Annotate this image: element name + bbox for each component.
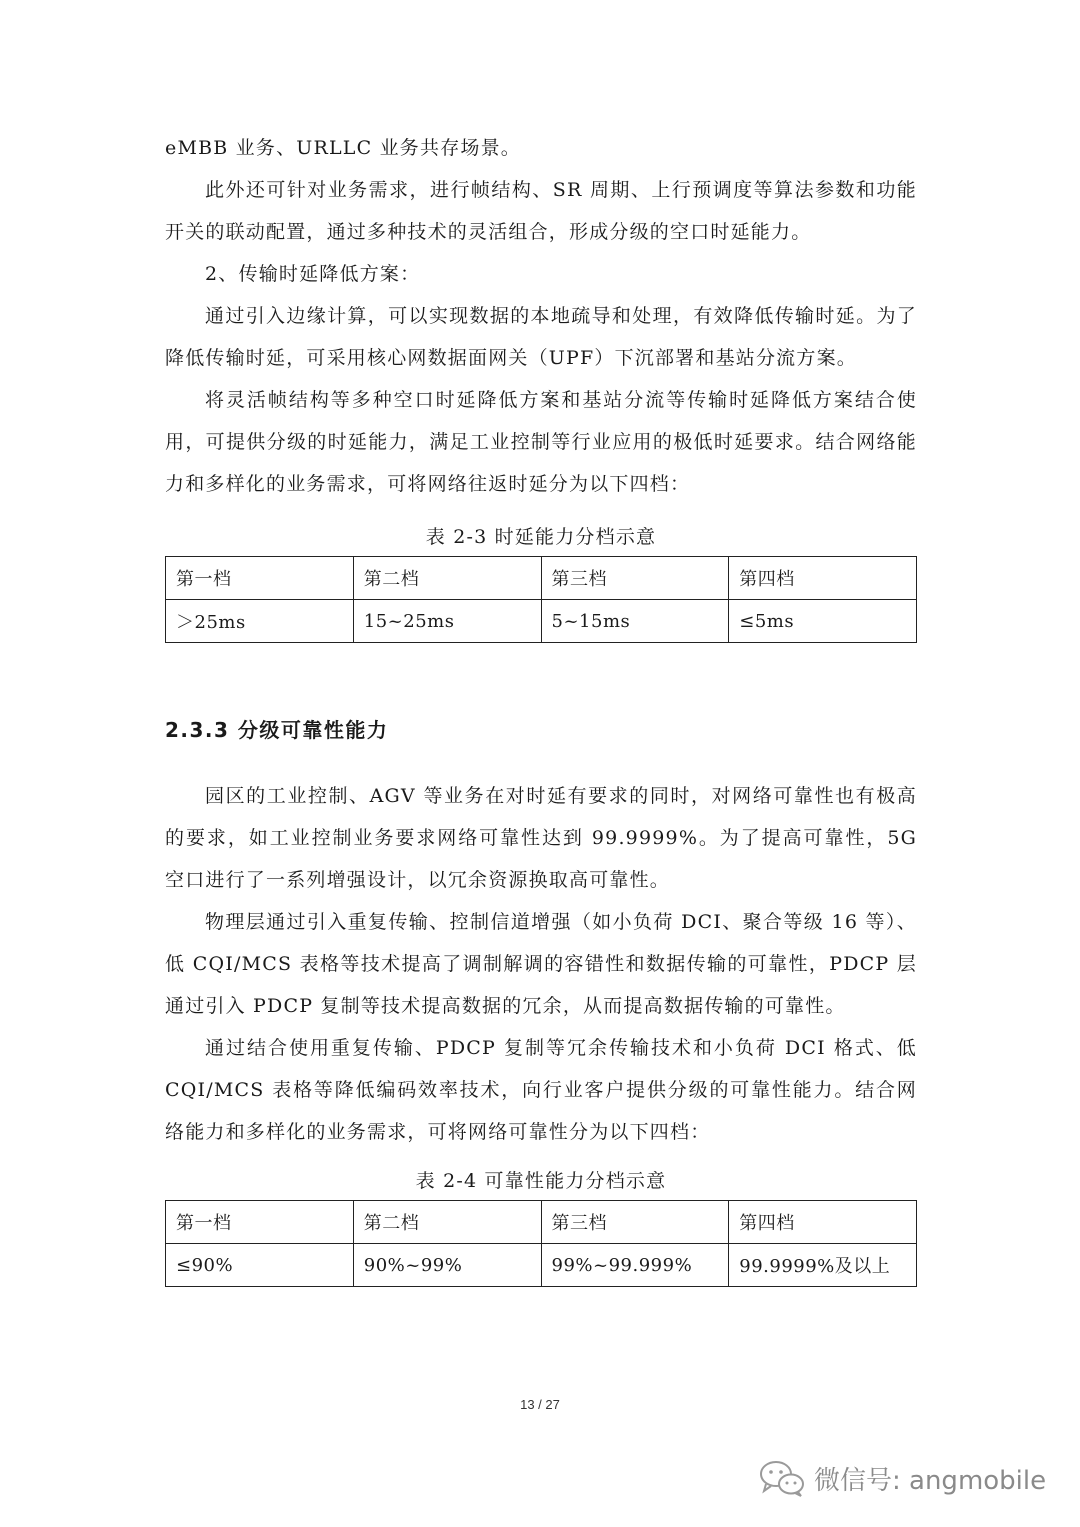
top-text-block [165, 127, 917, 505]
wechat-icon [758, 1458, 806, 1498]
paragraph: 通过引入边缘计算，可以实现数据的本地疏导和处理，有效降低传输时延。为了降低传输时延，可采用核心网数据面网关（UPF）下沉部署和基站分流方案。 [165, 305, 917, 369]
latency-tier-table [165, 556, 917, 643]
paragraph: 园区的工业控制、AGV 等业务在对时延有要求的同时，对网络可靠性也有极高的要求，如工业控制业务要求网络可靠性达到 99.9999%。为了提高可靠性，5G 空口进行了一系列增强设计，以冗余资源换取高可靠性。 [165, 785, 917, 891]
table-cell: ＞25ms [166, 600, 354, 643]
table-row [166, 600, 917, 643]
paragraph: 通过结合使用重复传输、PDCP 复制等冗余传输技术和小负荷 DCI 格式、低 CQI/MCS 表格等降低编码效率技术，向行业客户提供分级的可靠性能力。结合网络能力和多样化的业务需求，可将网络可靠性分为以下四档： [165, 1037, 917, 1143]
section-heading: 2.3.3 分级可靠性能力 [165, 718, 389, 742]
reliability-tier-table [165, 1200, 917, 1287]
table-header-cell: 第二档 [353, 1201, 541, 1244]
table-cell: 99%~99.999% [541, 1244, 729, 1287]
paragraph: 将灵活帧结构等多种空口时延降低方案和基站分流等传输时延降低方案结合使用，可提供分级的时延能力，满足工业控制等行业应用的极低时延要求。结合网络能力和多样化的业务需求，可将网络往返时延分为以下四档： [165, 389, 917, 495]
table-cell: ≤5ms [729, 600, 917, 643]
paragraph: 此外还可针对业务需求，进行帧结构、SR 周期、上行预调度等算法参数和功能开关的联动配置，通过多种技术的灵活组合，形成分级的空口时延能力。 [165, 179, 917, 243]
watermark [758, 1453, 1046, 1503]
table-header-cell: 第三档 [541, 557, 729, 600]
paragraph: 2、传输时延降低方案： [205, 263, 421, 285]
page-number: 13 / 27 [520, 1397, 560, 1412]
table-header-cell: 第一档 [166, 557, 354, 600]
table-cell: 15~25ms [353, 600, 541, 643]
watermark-text: 微信号: angmobile [814, 1465, 1047, 1496]
table-caption: 表 2-3 时延能力分档示意 [425, 526, 657, 548]
table-header-cell: 第三档 [541, 1201, 729, 1244]
table-header-cell: 第一档 [166, 1201, 354, 1244]
paragraph: eMBB 业务、URLLC 业务共存场景。 [165, 137, 521, 159]
table-cell: 90%~99% [353, 1244, 541, 1287]
table-header-row [166, 1201, 917, 1244]
table-header-cell: 第四档 [729, 557, 917, 600]
table-header-cell: 第四档 [729, 1201, 917, 1244]
bottom-text-block [165, 775, 917, 1153]
table-header-row [166, 557, 917, 600]
paragraph: 物理层通过引入重复传输、控制信道增强（如小负荷 DCI、聚合等级 16 等）、低 CQI/MCS 表格等技术提高了调制解调的容错性和数据传输的可靠性，PDCP 层通过引入 PDCP 复制等技术提高数据的冗余，从而提高数据传输的可靠性。 [165, 911, 917, 1017]
table-cell: ≤90% [166, 1244, 354, 1287]
table-header-cell: 第二档 [353, 557, 541, 600]
table-cell: 99.9999%及以上 [729, 1244, 917, 1287]
table-cell: 5~15ms [541, 600, 729, 643]
table-row [166, 1244, 917, 1287]
table-caption: 表 2-4 可靠性能力分档示意 [415, 1170, 667, 1192]
